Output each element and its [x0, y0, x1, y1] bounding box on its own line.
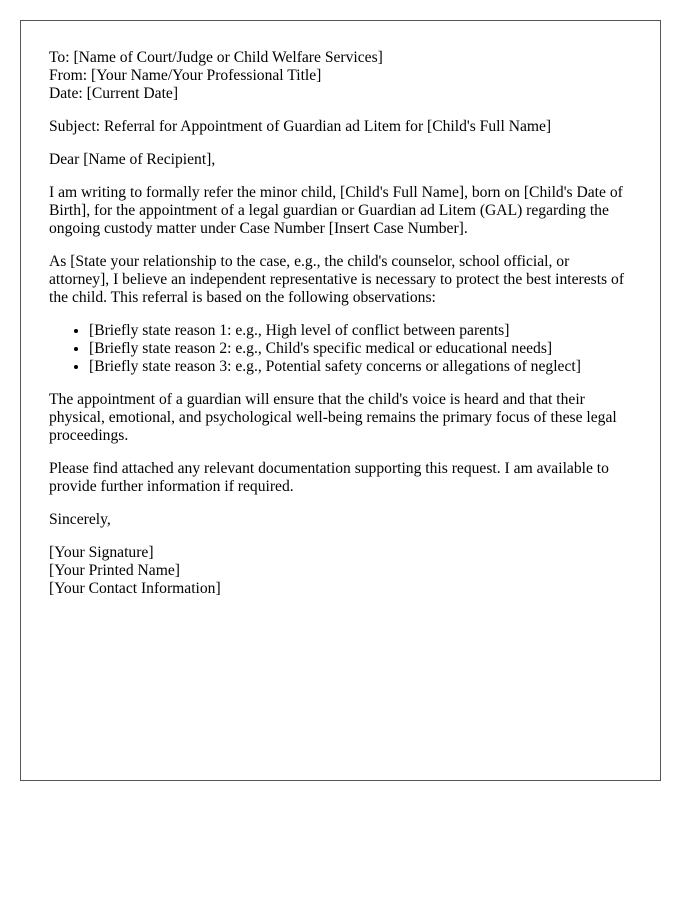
- paragraph-purpose: The appointment of a guardian will ensure that the child's voice is heard and that their physical, emotional, and psychological well-being remains the primary focus of these legal proceedings.: [49, 391, 617, 444]
- paragraph-relationship: As [State your relationship to the case, e.g., the child's counselor, school official, or attorney], I believe an independent representative is necessary to protect the best interests of the child. This referral is based on the following observations:: [49, 253, 625, 306]
- to-line: To: [Name of Court/Judge or Child Welfare Services]: [49, 49, 383, 66]
- closing: Sincerely,: [49, 511, 111, 528]
- letter-header: [49, 49, 632, 103]
- subject-line: Subject: Referral for Appointment of Guardian ad Litem for [Child's Full Name]: [49, 118, 552, 135]
- signature-block: [49, 544, 632, 598]
- contact-info: [Your Contact Information]: [49, 580, 221, 597]
- paragraph-attachments: Please find attached any relevant documentation supporting this request. I am available to provide further information if required.: [49, 460, 609, 495]
- letter: [20, 20, 661, 781]
- date-line: Date: [Current Date]: [49, 85, 179, 102]
- list-item: • [Briefly state reason 3: e.g., Potential safety concerns or allegations of neglect]: [89, 358, 632, 376]
- paragraph-intro: I am writing to formally refer the minor child, [Child's Full Name], born on [Child's Date of Birth], for the appointment of a legal guardian or Guardian ad Litem (GAL) regarding the ongoing custody matter under Case Number [Insert Case Number].: [49, 184, 623, 237]
- signature: [Your Signature]: [49, 544, 154, 561]
- list-item: • [Briefly state reason 1: e.g., High level of conflict between parents]: [89, 322, 632, 340]
- list-item: • [Briefly state reason 2: e.g., Child's specific medical or educational needs]: [89, 340, 632, 358]
- from-line: From: [Your Name/Your Professional Title]: [49, 67, 322, 84]
- printed-name: [Your Printed Name]: [49, 562, 180, 579]
- salutation: Dear [Name of Recipient],: [49, 151, 216, 168]
- reasons-list: [49, 322, 632, 376]
